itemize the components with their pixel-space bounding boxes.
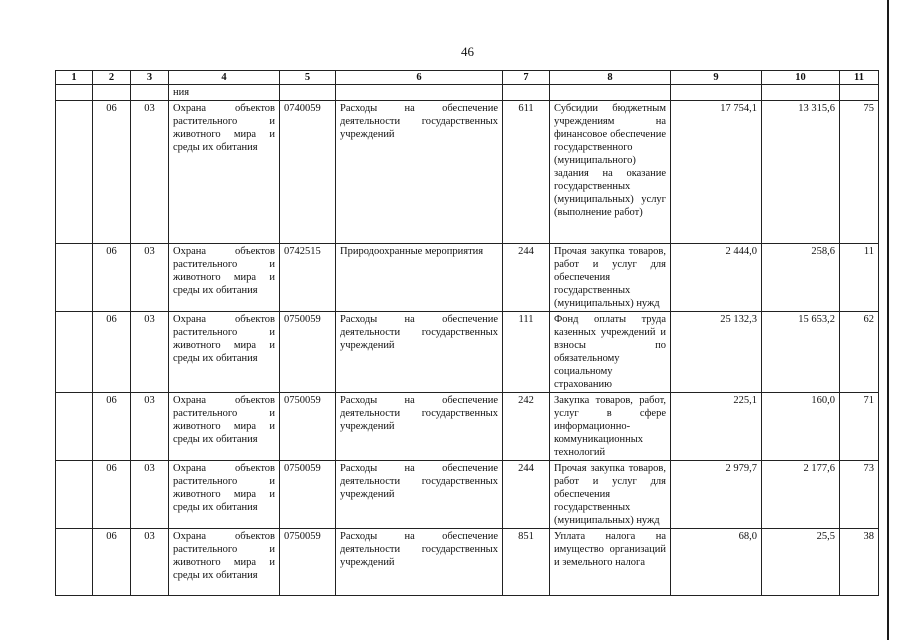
expense-type-code: 244 <box>503 244 550 312</box>
column-header: 1 <box>56 71 93 85</box>
subsection-name: Охрана объектов растительного и животного мира и среды их обитания <box>169 529 280 596</box>
subsection-name: Охрана объектов растительного и животного мира и среды их обитания <box>169 244 280 312</box>
amount-col10: 15 653,2 <box>762 312 840 393</box>
section-code: 06 <box>93 393 131 461</box>
scan-top-edge <box>0 0 905 2</box>
subsection-code: 03 <box>131 529 169 596</box>
amount-col10: 13 315,6 <box>762 101 840 244</box>
table-row <box>56 312 879 393</box>
percent-col11: 11 <box>840 244 879 312</box>
subsection-code: 03 <box>131 244 169 312</box>
subsection-code: 03 <box>131 461 169 529</box>
expense-type-code: 242 <box>503 393 550 461</box>
continuation-row <box>56 85 879 101</box>
percent-col11: 38 <box>840 529 879 596</box>
column-header: 10 <box>762 71 840 85</box>
target-article-code: 0740059 <box>280 101 336 244</box>
percent-col11: 71 <box>840 393 879 461</box>
expense-type-code: 851 <box>503 529 550 596</box>
table-row <box>56 529 879 596</box>
section-code: 06 <box>93 101 131 244</box>
amount-col10: 25,5 <box>762 529 840 596</box>
amount-col9: 68,0 <box>671 529 762 596</box>
column-header: 11 <box>840 71 879 85</box>
expense-type-code: 611 <box>503 101 550 244</box>
budget-table <box>55 70 879 596</box>
expense-type-name: Фонд оплаты труда казенных учреждений и взносы по обязательному социальному страхованию <box>550 312 671 393</box>
target-article-name: Расходы на обеспечение деятельности государственных учреждений <box>336 529 503 596</box>
percent-col11: 73 <box>840 461 879 529</box>
subsection-code: 03 <box>131 393 169 461</box>
section-code: 06 <box>93 244 131 312</box>
subsection-name: Охрана объектов растительного и животного мира и среды их обитания <box>169 312 280 393</box>
target-article-code: 0750059 <box>280 393 336 461</box>
amount-col9: 17 754,1 <box>671 101 762 244</box>
amount-col10: 2 177,6 <box>762 461 840 529</box>
target-article-code: 0750059 <box>280 312 336 393</box>
target-article-name: Природоохранные мероприятия <box>336 244 503 312</box>
amount-col9: 2 979,7 <box>671 461 762 529</box>
expense-type-name: Прочая закупка товаров, работ и услуг для обеспечения государственных (муниципальных) нужд <box>550 461 671 529</box>
subsection-name: Охрана объектов растительного и животного мира и среды их обитания <box>169 393 280 461</box>
subsection-code: 03 <box>131 312 169 393</box>
target-article-code: 0750059 <box>280 461 336 529</box>
section-code: 06 <box>93 461 131 529</box>
column-header: 9 <box>671 71 762 85</box>
header-row <box>56 71 879 85</box>
section-code: 06 <box>93 529 131 596</box>
target-article-name: Расходы на обеспечение деятельности государственных учреждений <box>336 101 503 244</box>
column-header: 8 <box>550 71 671 85</box>
table-row <box>56 244 879 312</box>
column-header: 7 <box>503 71 550 85</box>
amount-col9: 225,1 <box>671 393 762 461</box>
target-article-name: Расходы на обеспечение деятельности государственных учреждений <box>336 312 503 393</box>
section-code: 06 <box>93 312 131 393</box>
amount-col10: 258,6 <box>762 244 840 312</box>
continuation-text: ния <box>169 85 280 101</box>
column-header: 4 <box>169 71 280 85</box>
column-header: 2 <box>93 71 131 85</box>
percent-col11: 62 <box>840 312 879 393</box>
table-row <box>56 101 879 244</box>
expense-type-name: Закупка товаров, работ, услуг в сфере информационно-коммуникационных технологий <box>550 393 671 461</box>
target-article-name: Расходы на обеспечение деятельности государственных учреждений <box>336 393 503 461</box>
target-article-code: 0742515 <box>280 244 336 312</box>
target-article-name: Расходы на обеспечение деятельности государственных учреждений <box>336 461 503 529</box>
expense-type-name: Уплата налога на имущество организаций и земельного налога <box>550 529 671 596</box>
percent-col11: 75 <box>840 101 879 244</box>
subsection-name: Охрана объектов растительного и животного мира и среды их обитания <box>169 101 280 244</box>
subsection-name: Охрана объектов растительного и животного мира и среды их обитания <box>169 461 280 529</box>
expense-type-code: 111 <box>503 312 550 393</box>
target-article-code: 0750059 <box>280 529 336 596</box>
column-header: 3 <box>131 71 169 85</box>
amount-col9: 2 444,0 <box>671 244 762 312</box>
column-header: 5 <box>280 71 336 85</box>
column-header: 6 <box>336 71 503 85</box>
expense-type-code: 244 <box>503 461 550 529</box>
subsection-code: 03 <box>131 101 169 244</box>
table-row <box>56 393 879 461</box>
table-row <box>56 461 879 529</box>
page-number: 46 <box>461 44 474 59</box>
expense-type-name: Прочая закупка товаров, работ и услуг для обеспечения государственных (муниципальных) нужд <box>550 244 671 312</box>
expense-type-name: Субсидии бюджетным учреждениям на финансовое обеспечение государственного (муниципального) задания на оказание государственных (муниципальных) услуг (выполнение работ) <box>550 101 671 244</box>
amount-col9: 25 132,3 <box>671 312 762 393</box>
amount-col10: 160,0 <box>762 393 840 461</box>
scan-right-edge <box>887 0 889 640</box>
